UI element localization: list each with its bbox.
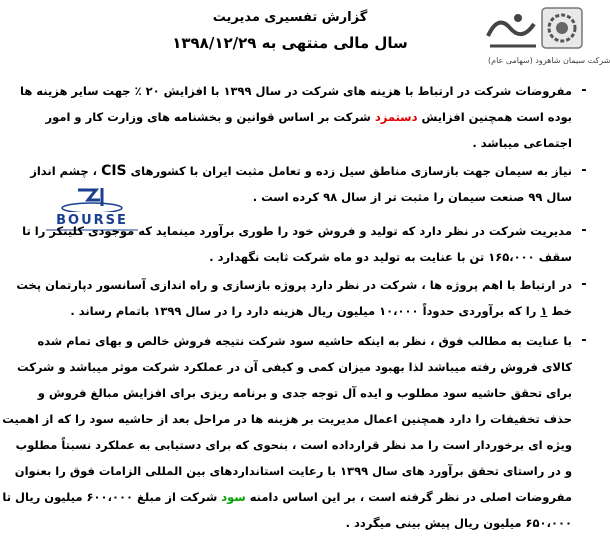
bullet-marker: -: [581, 333, 587, 348]
text-run: سقف ۱۶۵،۰۰۰ تن با عنایت به تولید دو ماه شرکت ثابت نگهدارد .: [209, 250, 572, 264]
text-run: ، چشم انداز: [30, 164, 102, 178]
highlighted-term: سود: [221, 490, 246, 504]
paragraph-line: [22, 244, 572, 270]
text-run: را که برآوردی حدوداً ۱۰،۰۰۰ میلیون ریال هزینه دارد را در سال ۱۳۹۹ باتمام رساند .: [70, 304, 541, 318]
paragraph-line: [22, 130, 572, 156]
paragraph-line: [22, 298, 572, 324]
paragraph-line: [22, 158, 572, 184]
bullet-marker: -: [581, 277, 587, 292]
text-run: مفروضات اصلی در نظر گرفته است ، بر این اساس دامنه: [245, 490, 572, 504]
text-run: حذف تخفیفات را دارد همچنین اعمال مدیریت بر هزینه ها در مراحل بعد از حاشیه سود را که از اهمیت: [2, 412, 572, 426]
report-subtitle: سال مالی منتهی به ۱۳۹۸/۱۲/۲۹: [172, 34, 408, 52]
text-run: و در راستای تحقق برآورد های سال ۱۳۹۹ با رعایت استانداردهای بین المللی الزامات فوق را بعنوان: [14, 464, 572, 478]
text-run: سال ۹۹ صنعت سیمان را مثبت تر از سال ۹۸ کرده است .: [252, 190, 572, 204]
paragraph-line: [2, 484, 572, 510]
paragraph: [2, 328, 587, 536]
text-run: ۱: [540, 304, 548, 318]
text-run: با عنایت به مطالب فوق ، نظر به اینکه حاشیه سود شرکت نتیجه فروش خالص و بهای تمام شده: [37, 334, 572, 348]
paragraph-line: [22, 380, 572, 406]
paragraph: [20, 78, 587, 156]
text-run: ۶۵۰،۰۰۰ میلیون ریال پیش بینی میگردد .: [345, 516, 572, 530]
paragraph-line: [22, 78, 572, 104]
text-run: ویژه ای برخوردار است را مد نظر قرارداده است ، بنحوی که برای دستیابی به عملکرد نسبتاً مطلوب: [15, 438, 572, 452]
text-run: خط: [547, 304, 572, 318]
paragraph-line: [16, 272, 572, 298]
bullet-marker: -: [581, 83, 587, 98]
paragraph: [16, 272, 587, 324]
text-run: بوده است همچنین افزایش: [417, 110, 572, 124]
watermark-text: BOURSE: [56, 213, 128, 228]
highlighted-term: دستمزد: [374, 110, 418, 124]
paragraph-line: [22, 218, 572, 244]
report-title: گزارش تفسیری مدیریت: [212, 10, 368, 25]
paragraph-line: [22, 184, 572, 210]
company-caption: شرکت سیمان شاهرود (سهامی عام): [488, 56, 610, 65]
text-run: شرکت بر اساس قوانین و بخشنامه های وزارت کار و امور: [45, 110, 375, 124]
paragraph-line: [2, 406, 572, 432]
bullet-marker: -: [581, 223, 587, 238]
paragraph: [22, 158, 587, 210]
text-run: CIS: [101, 163, 127, 179]
text-run: شرکت از مبلغ ۶۰۰،۰۰۰ میلیون ریال تا: [2, 490, 222, 504]
text-run: کالای فروش رفته میباشد لذا بهبود میزان کمی و کیفی آن در عملکرد شرکت موثر میباشد و شرکت: [17, 360, 572, 374]
paragraph-line: [15, 432, 572, 458]
paragraph-line: [14, 458, 572, 484]
text-run: مفروضات شرکت در ارتباط با هزینه های شرکت در سال ۱۳۹۹ با افزایش ۲۰ ٪ جهت سایر هزینه ها: [20, 84, 572, 98]
paragraph-line: [17, 354, 572, 380]
text-run: اجتماعی میباشد .: [472, 136, 572, 150]
paragraph-line: [22, 328, 572, 354]
bullet-marker: -: [581, 163, 587, 178]
text-run: در ارتباط با اهم پروژه ها ، شرکت در نظر دارد پروژه بازسازی و راه اندازی آسانسور دپارتمان پخت: [16, 278, 572, 292]
text-run: مدیریت شرکت در نظر دارد که تولید و فروش خود را طوری برآورد مینماید که موجودی کلینکر را تا: [22, 224, 572, 238]
text-run: نیاز به سیمان جهت بازسازی مناطق سیل زده و تعامل مثبت ایران با کشورهای: [126, 164, 572, 178]
paragraph-line: [22, 104, 572, 130]
paragraph-line: [22, 510, 572, 536]
paragraph: [22, 218, 587, 270]
text-run: برای تحقق حاشیه سود مطلوب و ایده آل توجه جدی و برنامه ریزی برای افزایش مبالغ فروش و: [37, 386, 572, 400]
